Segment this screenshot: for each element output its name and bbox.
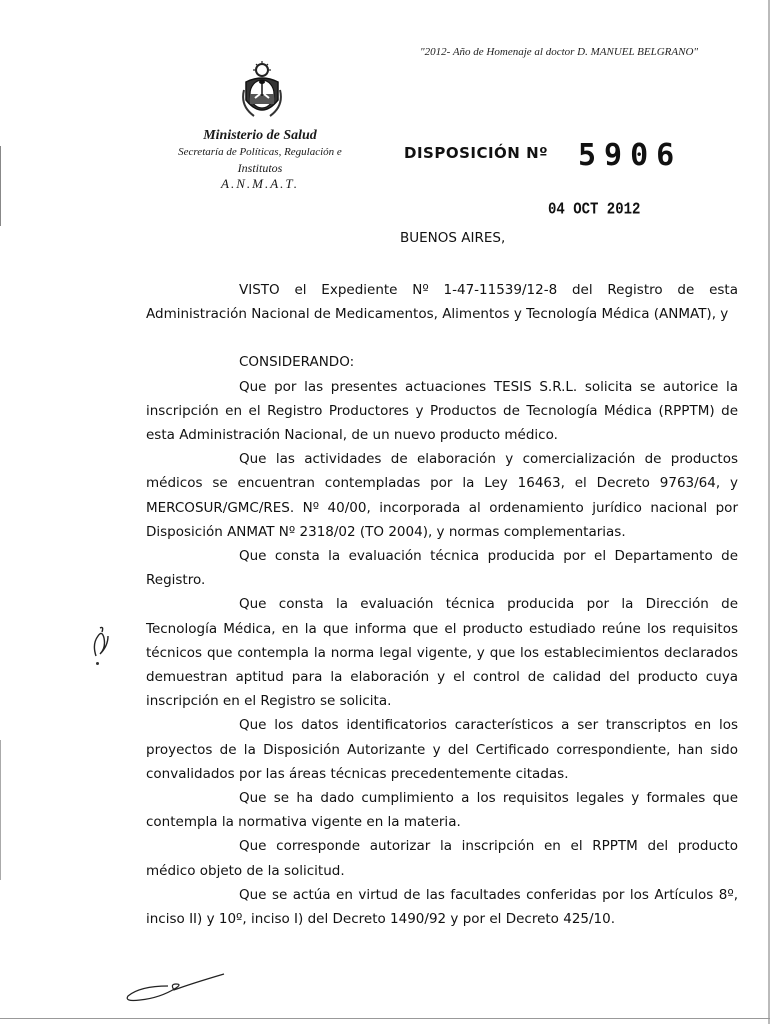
handwritten-initial-icon: [90, 626, 114, 666]
margin-dot: [96, 662, 99, 665]
considerando-heading: CONSIDERANDO:: [239, 354, 355, 371]
page-edge-left-lower: [0, 740, 1, 880]
paragraph: Que por las presentes actuaciones TESIS S.R.L. solicita se autorice la inscripción en el Registro Productores y Productos de Tecnología Médica (RPPTM) de esta Administración Nacional, de un nuevo producto médico.: [146, 378, 738, 444]
year-motto: "2012- Año de Homenaje al doctor D. MANUEL BELGRANO": [420, 46, 699, 58]
ministry-line: Secretaría de Políticas, Regulación e: [178, 146, 342, 158]
paragraph-visto: VISTO el Expediente Nº 1-47-11539/12-8 del Registro de esta Administración Nacional de Medicamentos, Alimentos y Tecnología Médica (ANMAT), y: [146, 282, 738, 323]
page-bottom-line: [0, 1018, 770, 1019]
date-stamp: 04 OCT 2012: [548, 200, 641, 220]
paragraph: Que las actividades de elaboración y comercialización de productos médicos se encuentran contempladas por la Ley 16463, el Decreto 9763/64, y MERCOSUR/GMC/RES. Nº 40/00, incorporada al ordenamiento jurídico nacional por Disposición ANMAT Nº 2318/02 (TO 2004), y normas complementarias.: [146, 451, 738, 540]
ministry-letterhead: [140, 128, 380, 192]
paragraph: Que se actúa en virtud de las facultades conferidas por los Artículos 8º, inciso II) y 10º, inciso I) del Decreto 1490/92 y por el Decreto 425/10.: [146, 886, 738, 928]
paragraph: Que corresponde autorizar la inscripción en el RPPTM del producto médico objeto de la solicitud.: [146, 838, 738, 879]
disposition-label: DISPOSICIÓN Nº: [404, 144, 549, 162]
place-line: BUENOS AIRES,: [400, 230, 506, 246]
ministry-line: Ministerio de Salud: [203, 128, 317, 143]
national-coat-of-arms-icon: [240, 60, 284, 122]
document-body: [146, 278, 738, 931]
paragraph: Que consta la evaluación técnica producida por la Dirección de Tecnología Médica, en la que informa que el producto estudiado reúne los requisitos técnicos que contempla la norma legal vigente, y que los establecimientos declarados demuestran aptitud para la elaboración y el control de calidad del producto cuya inscripción en el Registro se solicita.: [146, 596, 738, 710]
disposition-number: 5906: [578, 138, 683, 173]
page-edge-left: [0, 146, 1, 226]
paragraph: Que consta la evaluación técnica producida por el Departamento de Registro.: [146, 548, 738, 589]
ministry-line: Institutos: [237, 161, 283, 175]
paragraph: Que los datos identificatorios característicos a ser transcriptos en los proyectos de la Disposición Autorizante y del Certificado correspondiente, han sido convalidados por las áreas técnicas precedentemente citadas.: [146, 717, 738, 782]
signature-scribble-icon: [120, 972, 240, 1012]
ministry-line: A.N.M.A.T.: [221, 176, 299, 191]
paragraph: Que se ha dado cumplimiento a los requisitos legales y formales que contempla la normativa vigente en la materia.: [146, 790, 738, 831]
